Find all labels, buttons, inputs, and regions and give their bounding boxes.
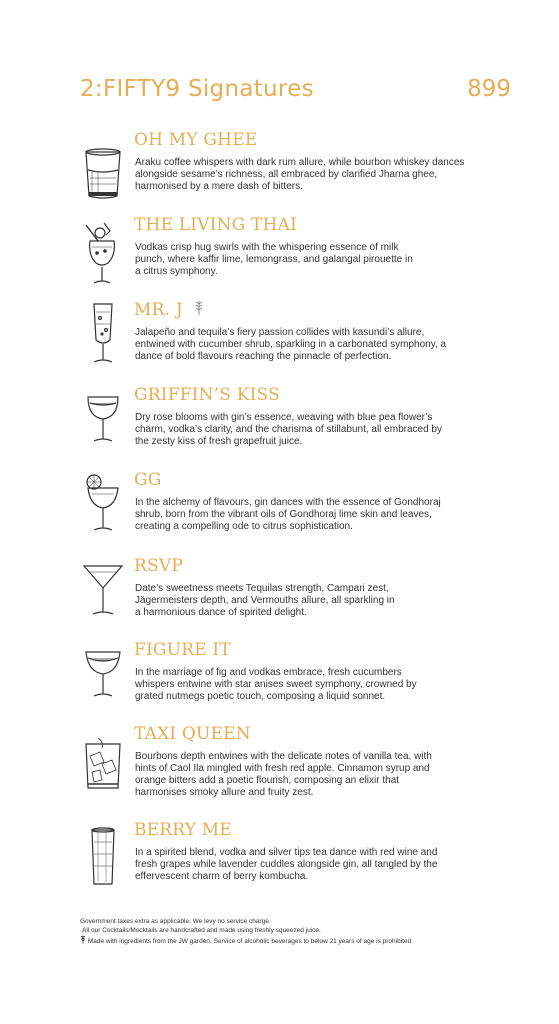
item-description: In a spirited blend, vodka and silver tips tea dance with red wine and fresh grapes while lavender cuddles alongside gin, all tangled by the effervescent charm of berry kombucha. <box>135 847 438 882</box>
section-title: 2:FIFTY9 Signatures <box>80 76 314 102</box>
item-name: BERRY ME <box>134 820 233 840</box>
item-description: Araku coffee whispers with dark rum allure, while bourbon whiskey dances alongside sesame’s richness, all embraced by clarified Jharna ghee, harmonised by a mere dash of bitters. <box>135 157 465 192</box>
item-description: In the marriage of fig and vodkas embrace, fresh cucumbers whispers entwine with star anises sweet symphony, crowned by grated nutmegs poetic touch, composing a liquid sonnet. <box>135 667 417 702</box>
coupe-citrus-glass-icon <box>80 472 126 542</box>
item-description: Bourbons depth entwines with the delicate notes of vanilla tea, with hints of Caol Ila mingled with fresh red apple. Cinnamon syrup and orange bitters add a poetic flourish, composing an elixir that harmonises smoky allure and fruity zest. <box>135 751 432 798</box>
wheat-leaf-icon <box>80 935 86 948</box>
item-description: Vodkas crisp hug swirls with the whispering essence of milk punch, where kaffir lime, lemongrass, and galangal pirouette in a citrus symphony. <box>135 242 413 277</box>
hurricane-garnish-glass-icon <box>80 221 126 291</box>
section-price: 899 <box>467 76 511 102</box>
item-description: Jalapeño and tequila’s fiery passion collides with kasundi’s allure, entwined with cucumber shrub, sparkling in a carbonated symphony, a dance of bold flavours reaching the pinnacle of perfection. <box>135 327 447 362</box>
item-name: TAXI QUEEN <box>134 724 251 744</box>
tall-tumbler-icon <box>80 824 126 894</box>
martini-glass-icon <box>80 558 126 628</box>
footer-line: All our Cocktails/Mocktails are handcrafted and made using freshly squeezed juice. <box>82 926 321 934</box>
item-name: RSVP <box>134 556 183 576</box>
highball-flute-icon <box>80 300 126 370</box>
coupe-glass-icon <box>80 642 126 712</box>
item-name: GG <box>134 470 162 490</box>
old-fashioned-ice-glass-icon <box>80 734 126 804</box>
item-name: OH MY GHEE <box>134 130 258 150</box>
menu-footer <box>80 918 411 948</box>
item-description: In the alchemy of flavours, gin dances with the essence of Gondhoraj shrub, born from the vibrant oils of Gondhoraj lime skin and leaves, creating a compelling ode to citrus sophistication. <box>135 497 441 532</box>
footer-line-with-leaf: Made with ingredients from the JW garden. Service of alcoholic beverages to below 21 years of age is prohibited <box>80 935 411 948</box>
wine-glass-icon <box>80 387 126 457</box>
menu-header <box>80 76 511 110</box>
item-name: GRIFFIN’S KISS <box>134 385 280 405</box>
item-name: FIGURE IT <box>134 640 231 660</box>
item-description: Date’s sweetness meets Tequilas strength, Campari zest, Jägermeisters depth, and Vermouths allure, all sparkling in a harmonious dance of spirited delight. <box>135 583 395 618</box>
item-name: MR. J <box>134 300 204 321</box>
item-name: THE LIVING THAI <box>134 215 297 235</box>
item-description: Dry rose blooms with gin’s essence, weaving with blue pea flower’s charm, vodka’s clarity, and the charisma of stillabunt, all embraced by the zesty kiss of fresh grapefruit juice. <box>135 412 442 447</box>
footer-line: Government taxes extra as applicable. We levy no service charge. <box>80 918 271 925</box>
rocks-glass-icon <box>80 138 126 208</box>
wheat-leaf-icon <box>194 300 204 321</box>
